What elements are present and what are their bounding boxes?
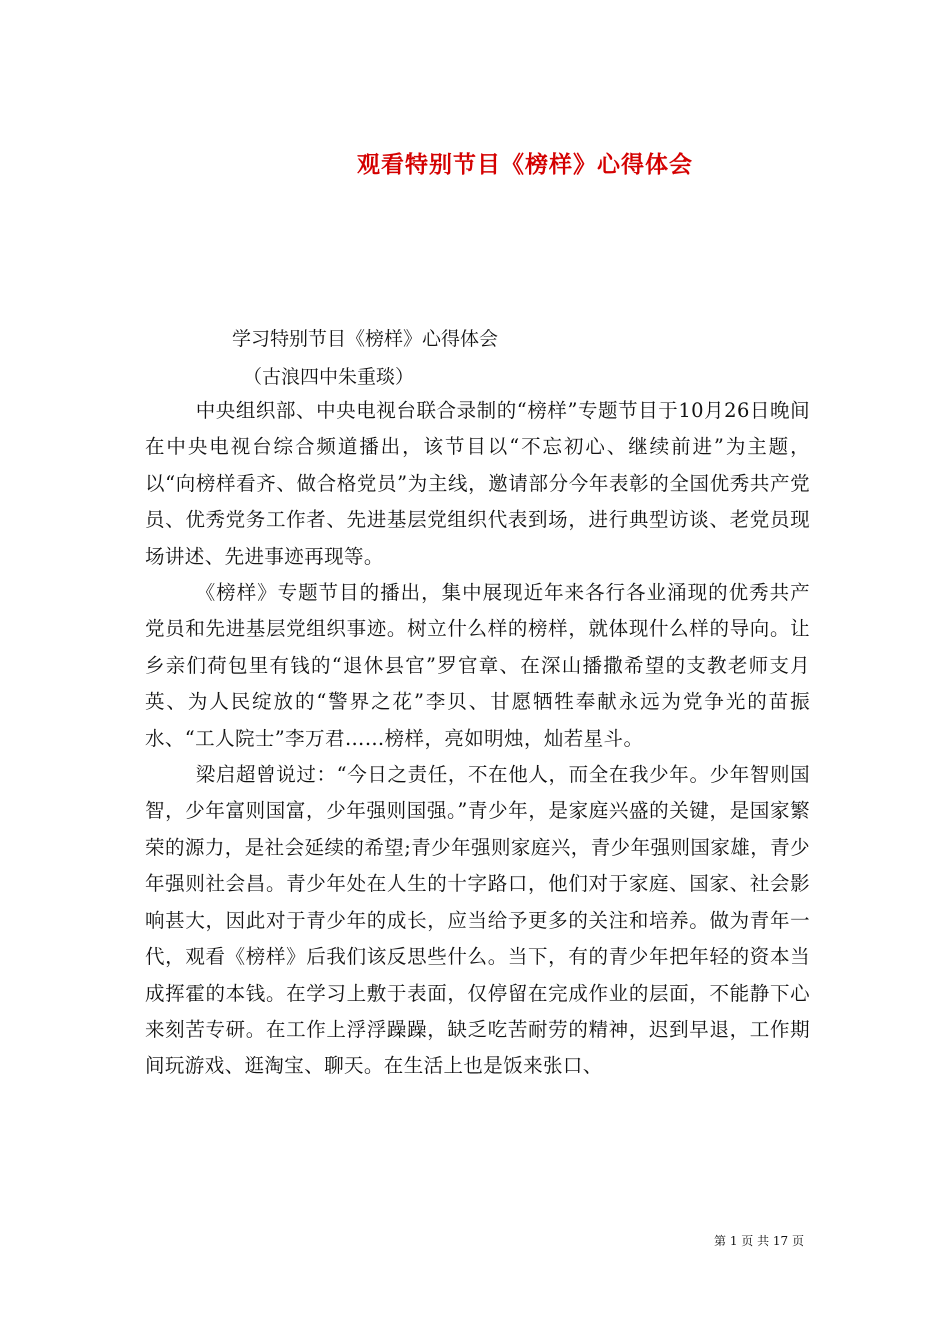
page-number: 第 1 页 共 17 页 — [714, 1234, 804, 1248]
paragraph: 梁启超曾说过：“今日之责任，不在他人，而全在我少年。少年智则国智，少年富则国富，少年强则国强。”青少年，是家庭兴盛的关键，是国家繁荣的源力，是社会延续的希望;青少年强则家庭兴，青少年强则国家雄，青少年强则社会昌。青少年处在人生的十字路口，他们对于家庭、国家、社会影响甚大，因此对于青少年的成长，应当给予更多的关注和培养。做为青年一代，观看《榜样》后我们该反思些什么。当下，有的青少年把年轻的资本当成挥霍的本钱。在学习上敷于表面，仅停留在完成作业的层面，不能静下心来刻苦专研。在工作上浮浮躁躁，缺乏吃苦耐劳的精神，迟到早退，工作期间玩游戏、逛淘宝、聊天。在生活上也是饭来张口、 — [145, 763, 810, 1078]
author-line: （古浪四中朱重琰） — [243, 366, 415, 388]
paragraph: 中央组织部、中央电视台联合录制的“榜样”专题节目于10月26日晚间在中央电视台综合频道播出，该节目以“不忘初心、继续前进”为主题，以“向榜样看齐、做合格党员”为主线，邀请部分今年表彰的全国优秀共产党员、优秀党务工作者、先进基层党组织代表到场，进行典型访谈、老党员现场讲述、先进事迹再现等。 — [145, 399, 810, 568]
subtitle: 学习特别节目《榜样》心得体会 — [232, 328, 499, 350]
body-text — [145, 393, 810, 1085]
page-title: 观看特别节目《榜样》心得体会 — [357, 151, 693, 179]
paragraph: 《榜样》专题节目的播出，集中展现近年来各行各业涌现的优秀共产党员和先进基层党组织事迹。树立什么样的榜样，就体现什么样的导向。让乡亲们荷包里有钱的“退休县官”罗官章、在深山播撒希望的支教老师支月英、为人民绽放的“警界之花”李贝、甘愿牺牲奉献永远为党争光的苗振水、“工人院士”李万君……榜样，亮如明烛，灿若星斗。 — [145, 581, 810, 750]
